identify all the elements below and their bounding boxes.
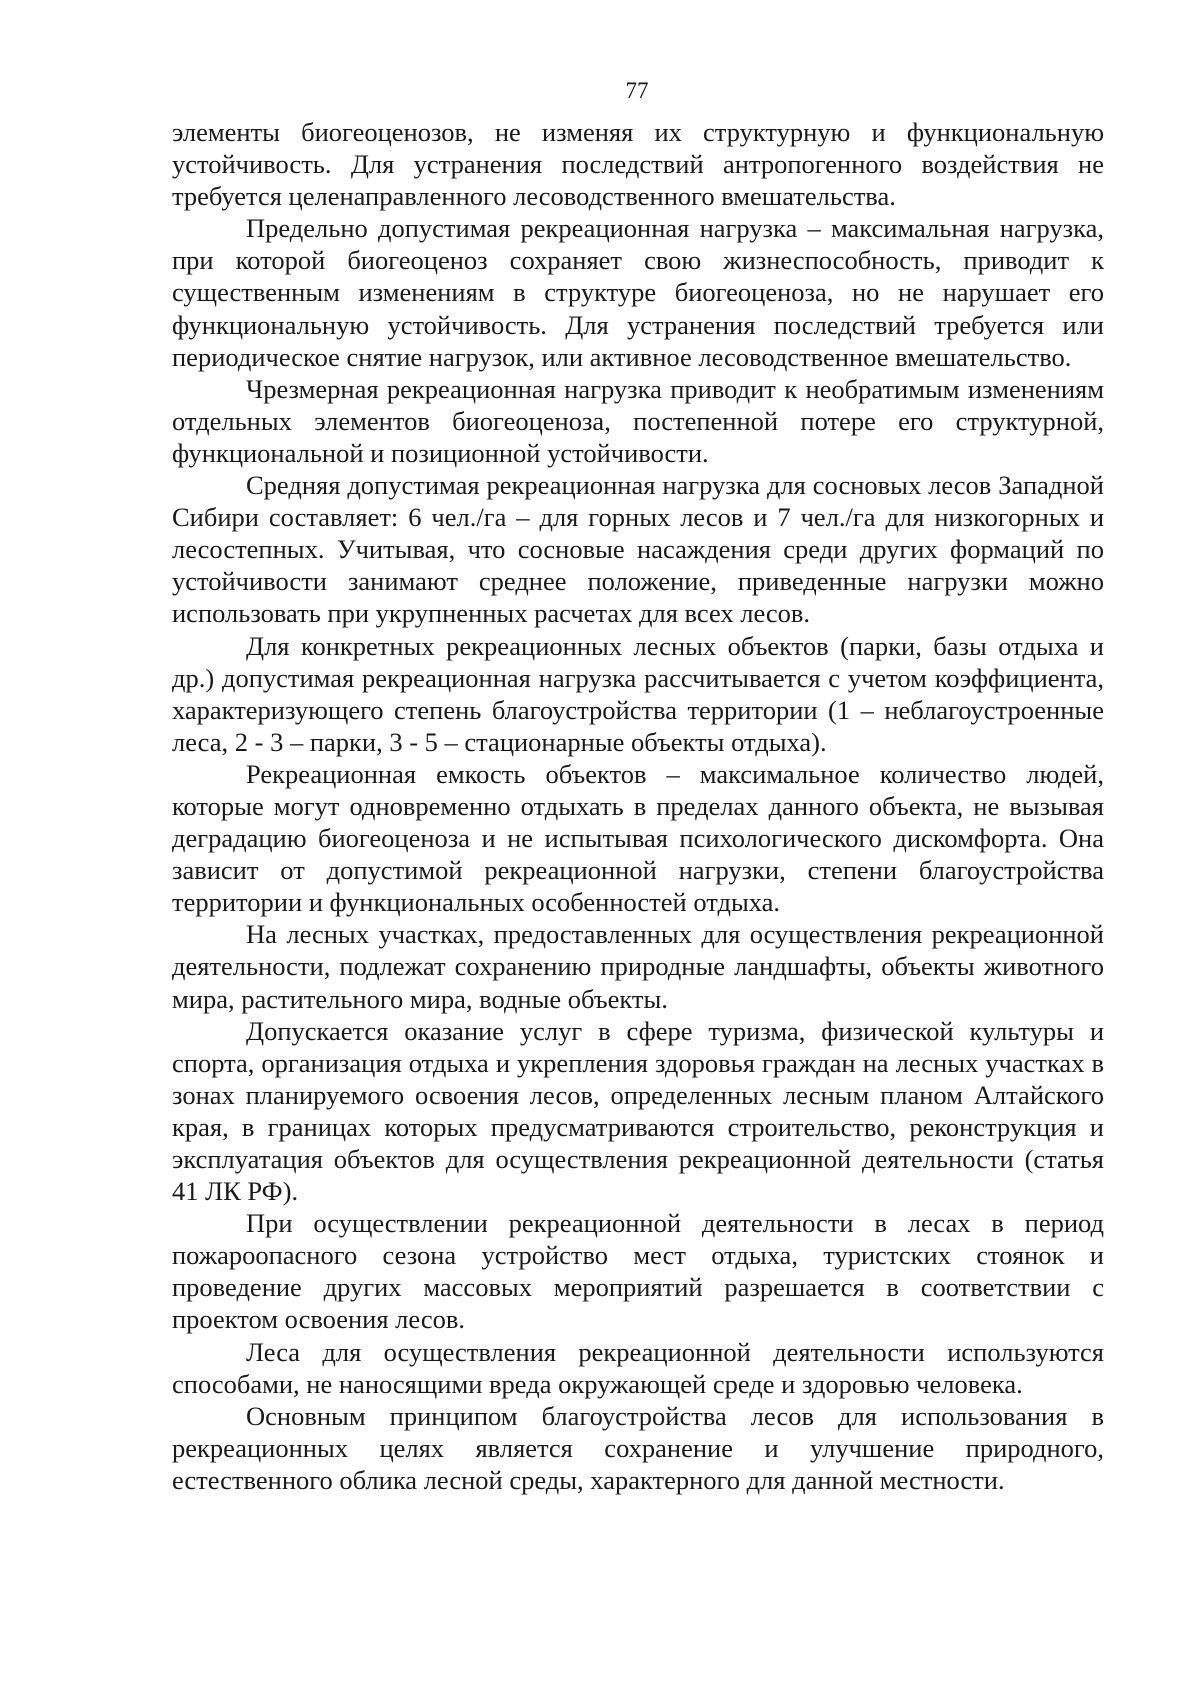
paragraph-max-permissible-load: Предельно допустимая рекреационная нагрузка – максимальная нагрузка, при которой биогеоценоз сохраняет свою жизнеспособность, приводит к существенным изменениям в структуре биогеоценоза, но не нарушает его функциональную устойчивость. Для устранения последствий требуется или периодическое снятие нагрузок, или активное лесоводственное вмешательство. xyxy=(172,213,1104,372)
paragraph-landscape-preservation: На лесных участках, предоставленных для осуществления рекреационной деятельности, подлежат сохранению природные ландшафты, объекты животного мира, растительного мира, водные объекты. xyxy=(172,919,1104,1014)
paragraph-usage-methods: Леса для осуществления рекреационной деятельности используются способами, не наносящими вреда окружающей среде и здоровью человека. xyxy=(172,1336,1104,1399)
paragraph-average-load: Средняя допустимая рекреационная нагрузка для сосновых лесов Западной Сибири составляет: 6 чел./га – для горных лесов и 7 чел./га для низкогорных и лесостепных. Учитывая, что сосновые насаждения среди других формаций по устойчивости занимают среднее положение, приведенные нагрузки можно использовать при укрупненных расчетах для всех лесов. xyxy=(172,470,1104,629)
paragraph-permitted-services: Допускается оказание услуг в сфере туризма, физической культуры и спорта, организация отдыха и укрепления здоровья граждан на лесных участках в зонах планируемого освоения лесов, определенных лесным планом Алтайского края, в границах которых предусматриваются строительство, реконструкция и эксплуатация объектов для осуществления рекреационной деятельности (статья 41 ЛК РФ). xyxy=(172,1015,1104,1207)
body-text xyxy=(172,116,1104,1496)
paragraph-specific-objects: Для конкретных рекреационных лесных объектов (парки, базы отдыха и др.) допустимая рекреационная нагрузка рассчитывается с учетом коэффициента, характеризующего степень благоустройства территории (1 – неблагоустроенные леса, 2 - 3 – парки, 3 - 5 – стационарные объекты отдыха). xyxy=(172,630,1104,757)
paragraph-recreational-capacity: Рекреационная емкость объектов – максимальное количество людей, которые могут одновременно отдыхать в пределах данного объекта, не вызывая деградацию биогеоценоза и не испытывая психологического дискомфорта. Она зависит от допустимой рекреационной нагрузки, степени благоустройства территории и функциональных особенностей отдыха. xyxy=(172,758,1104,918)
paragraph-excessive-load: Чрезмерная рекреационная нагрузка приводит к необратимым изменениям отдельных элементов биогеоценоза, постепенной потере его структурной, функциональной и позиционной устойчивости. xyxy=(172,373,1104,468)
page-number: 77 xyxy=(625,78,649,103)
paragraph-continued: элементы биогеоценозов, не изменяя их структурную и функциональную устойчивость. Для устранения последствий антропогенного воздействия не требуется целенаправленного лесоводственного вмешательства. xyxy=(172,117,1104,212)
paragraph-main-principle: Основным принципом благоустройства лесов для использования в рекреационных целях является сохранение и улучшение природного, естественного облика лесной среды, характерного для данной местности. xyxy=(172,1400,1104,1495)
paragraph-fire-season: При осуществлении рекреационной деятельности в лесах в период пожароопасного сезона устройство мест отдыха, туристских стоянок и проведение других массовых мероприятий разрешается в соответствии с проектом освоения лесов. xyxy=(172,1208,1104,1335)
